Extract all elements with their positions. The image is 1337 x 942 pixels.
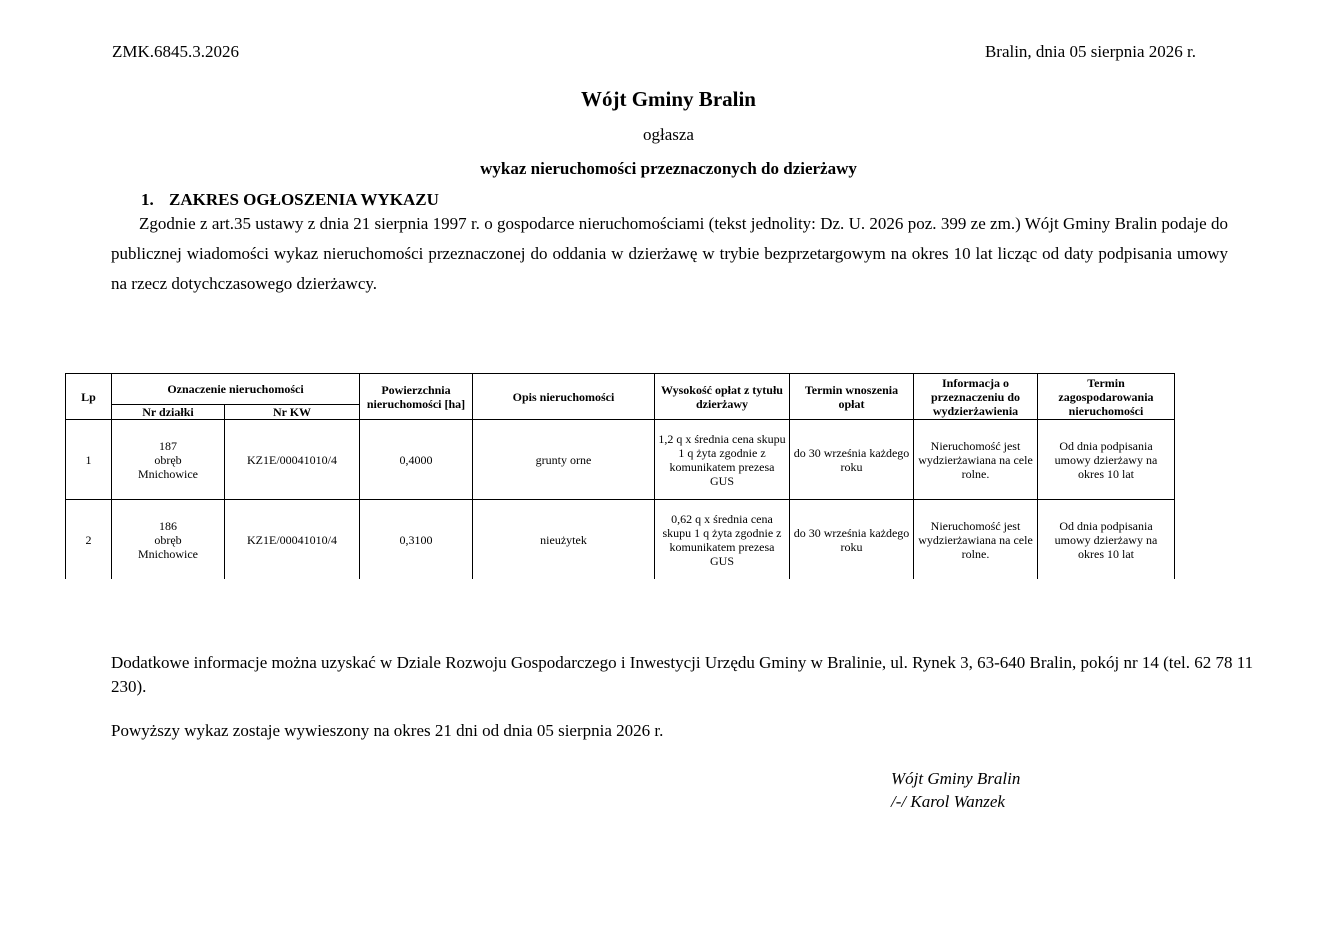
section-title-text: ZAKRES OGŁOSZENIA WYKAZU <box>169 190 439 209</box>
cell-kw: KZ1E/00041010/4 <box>225 500 360 580</box>
cell-description: nieużytek <box>473 500 655 580</box>
place-and-date: Bralin, dnia 05 sierpnia 2026 r. <box>984 42 1196 61</box>
cell-purpose: Nieruchomość jest wydzierżawiana na cele rolne. <box>914 420 1038 500</box>
cell-payment-term: do 30 września każdego roku <box>790 500 914 580</box>
parcel-precinct: obręb <box>154 452 182 467</box>
table-row <box>66 420 1175 500</box>
header-payment-term: Termin wnoszenia opłat <box>790 374 914 420</box>
header-kw-number: Nr KW <box>225 405 360 420</box>
cell-development-term: Od dnia podpisania umowy dzierżawy na okres 10 lat <box>1038 500 1175 580</box>
parcel-number: 186 <box>159 518 177 533</box>
cell-parcel <box>112 500 225 580</box>
announces-line: ogłasza <box>643 125 694 144</box>
cell-lp: 2 <box>66 500 112 580</box>
signature-name: /-/ Karol Wanzek <box>891 792 1005 811</box>
header-parcel-number: Nr działki <box>112 405 225 420</box>
section-number: 1. <box>141 190 154 209</box>
section-title <box>141 190 439 210</box>
cell-area: 0,4000 <box>360 420 473 500</box>
header-lp: Lp <box>66 374 112 420</box>
intro-paragraph: Zgodnie z art.35 ustawy z dnia 21 sierpnia 1997 r. o gospodarce nieruchomościami (tekst jednolity: Dz. U. 2026 poz. 399 ze zm.) Wójt Gminy Bralin podaje do publicznej wiadomości wykaz nieruchomości przeznaczonej do oddania w dzierżawę w trybie bezprzetargowym na okres 10 lat licząc od daty podpisania umowy na rzecz dotychczasowego dzierżawcy. <box>111 214 1228 293</box>
header-description: Opis nieruchomości <box>473 374 655 420</box>
cell-kw: KZ1E/00041010/4 <box>225 420 360 500</box>
property-table <box>65 373 1175 579</box>
header-area: Powierzchnia nieruchomości [ha] <box>360 374 473 420</box>
cell-fee: 0,62 q x średnia cena skupu 1 q żyta zgodnie z komunikatem prezesa GUS <box>655 500 790 580</box>
document-reference: ZMK.6845.3.2026 <box>112 42 240 61</box>
cell-lp: 1 <box>66 420 112 500</box>
parcel-village: Mnichowice <box>138 466 198 481</box>
document-heading: Wójt Gminy Bralin <box>580 87 756 111</box>
header-designation: Oznaczenie nieruchomości <box>112 374 360 405</box>
cell-area: 0,3100 <box>360 500 473 580</box>
header-fee: Wysokość opłat z tytułu dzierżawy <box>655 374 790 420</box>
cell-payment-term: do 30 września każdego roku <box>790 420 914 500</box>
posting-notice: Powyższy wykaz zostaje wywieszony na okres 21 dni od dnia 05 sierpnia 2026 r. <box>111 721 664 740</box>
header-development-term: Termin zagospodarowania nieruchomości <box>1038 374 1175 420</box>
parcel-number: 187 <box>159 438 177 453</box>
parcel-precinct: obręb <box>154 532 182 547</box>
document-subheading: wykaz nieruchomości przeznaczonych do dzierżawy <box>480 159 857 178</box>
parcel-village: Mnichowice <box>138 546 198 561</box>
table-row <box>66 500 1175 580</box>
cell-development-term: Od dnia podpisania umowy dzierżawy na okres 10 lat <box>1038 420 1175 500</box>
cell-purpose: Nieruchomość jest wydzierżawiana na cele rolne. <box>914 500 1038 580</box>
cell-description: grunty orne <box>473 420 655 500</box>
signature-office: Wójt Gminy Bralin <box>891 769 1021 788</box>
cell-parcel <box>112 420 225 500</box>
additional-info: Dodatkowe informacje można uzyskać w Dziale Rozwoju Gospodarczego i Inwestycji Urzędu Gminy w Bralinie, ul. Rynek 3, 63-640 Bralin, pokój nr 14 (tel. 62 78 11 230). <box>111 653 1254 696</box>
header-purpose: Informacja o przeznaczeniu do wydzierżawienia <box>914 374 1038 420</box>
cell-fee: 1,2 q x średnia cena skupu 1 q żyta zgodnie z komunikatem prezesa GUS <box>655 420 790 500</box>
